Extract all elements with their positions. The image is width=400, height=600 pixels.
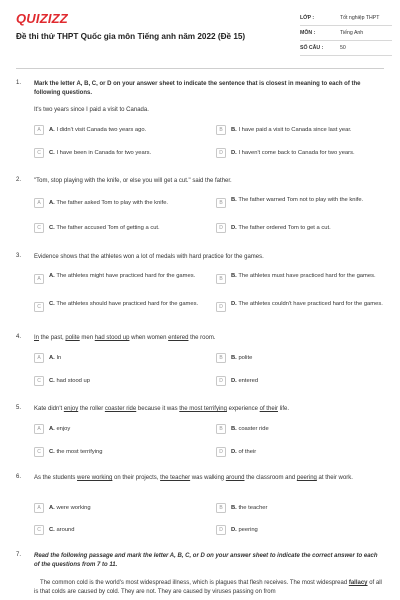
option-b[interactable]	[216, 353, 384, 365]
option-text: peering	[238, 526, 258, 533]
option-letter-box: A	[34, 198, 44, 208]
option-c[interactable]	[34, 299, 209, 317]
option-a[interactable]	[34, 125, 209, 137]
option-b[interactable]	[216, 271, 384, 289]
option-text: were working	[56, 504, 91, 511]
meta-key: MÔN :	[300, 30, 316, 36]
question-number: 1.	[16, 80, 22, 86]
option-label: B.	[231, 272, 237, 279]
question-number: 5.	[16, 405, 22, 411]
option-text: entered	[238, 377, 259, 384]
underlined-b: polite	[65, 335, 80, 341]
option-letter-box: D	[216, 376, 226, 386]
option-text: The athletes should have practiced hard for the games.	[56, 300, 199, 307]
option-label: D.	[231, 448, 237, 455]
option-label: C.	[49, 149, 55, 156]
option-label: C.	[49, 526, 55, 533]
option-label: D.	[231, 526, 237, 533]
option-label: D.	[231, 300, 237, 307]
underlined-d: of their	[259, 406, 278, 412]
header	[0, 0, 400, 66]
option-label: D.	[231, 377, 237, 384]
option-c[interactable]	[34, 148, 209, 160]
option-d[interactable]	[216, 447, 384, 459]
question-text: Mark the letter A, B, C, or D on your answer sheet to indicate the sentence that is closest in meaning to each of the following questions.	[34, 81, 361, 96]
option-label: B.	[231, 196, 237, 203]
option-text: around	[56, 526, 75, 533]
reading-passage: The common cold is the world's most widespread illness, which is plagues that flesh receives. The most widespread fallacy of all is that colds are caused by cold. They are not. They are caused by viruses passing on from	[34, 580, 382, 595]
option-text: I have been in Canada for two years.	[56, 149, 152, 156]
option-label: B.	[231, 354, 237, 361]
option-a[interactable]	[34, 271, 209, 289]
underlined-c: had stood up	[94, 335, 130, 341]
question-number: 6.	[16, 474, 22, 480]
option-label: A.	[49, 199, 55, 206]
underlined-c: the most terrifying	[179, 406, 227, 412]
option-letter-box: B	[216, 198, 226, 208]
question-number: 2.	[16, 177, 22, 183]
underlined-word: fallacy	[348, 580, 368, 586]
question-text: Evidence shows that the athletes won a lot of medals with hard practice for the games.	[34, 254, 264, 260]
option-text: enjoy	[56, 425, 71, 432]
option-label: A.	[49, 425, 55, 432]
underlined-d: peering	[296, 475, 317, 481]
option-label: C.	[49, 300, 55, 307]
meta-key: SỐ CÂU :	[300, 45, 324, 51]
option-b[interactable]	[216, 195, 384, 213]
meta-row-subject	[300, 27, 392, 41]
option-label: D.	[231, 224, 237, 231]
option-text: I haven't come back to Canada for two years.	[238, 149, 355, 156]
option-c[interactable]	[34, 447, 209, 459]
option-text: the teacher	[238, 504, 268, 511]
option-a[interactable]	[34, 424, 209, 436]
option-letter-box: A	[34, 424, 44, 434]
option-label: C.	[49, 224, 55, 231]
option-letter-box: B	[216, 503, 226, 513]
underlined-d: entered	[168, 335, 189, 341]
option-letter-box: B	[216, 424, 226, 434]
meta-row-count	[300, 42, 392, 56]
option-letter-box: A	[34, 353, 44, 363]
option-label: A.	[49, 272, 55, 279]
option-d[interactable]	[216, 299, 384, 317]
meta-value: Tiếng Anh	[340, 30, 364, 36]
option-text: I didn't visit Canada two years ago.	[56, 126, 147, 133]
meta-row-class	[300, 12, 392, 26]
underlined-a: were working	[77, 475, 113, 481]
meta-value: 50	[340, 45, 346, 51]
option-d[interactable]	[216, 525, 384, 537]
option-label: B.	[231, 126, 237, 133]
question-text: Read the following passage and mark the letter A, B, C, or D on your answer sheet to indicate the correct answer to each of the questions from 7 to 11.	[34, 553, 378, 568]
meta-key: LỚP :	[300, 15, 315, 21]
option-letter-box: D	[216, 302, 226, 312]
option-a[interactable]	[34, 503, 209, 515]
meta-value: Tốt nghiệp THPT	[340, 15, 380, 21]
option-d[interactable]	[216, 223, 384, 235]
question-number: 4.	[16, 334, 22, 340]
option-label: B.	[231, 425, 237, 432]
option-a[interactable]	[34, 353, 209, 365]
option-letter-box: B	[216, 274, 226, 284]
option-letter-box: D	[216, 447, 226, 457]
underlined-a: In	[34, 335, 40, 341]
option-label: C.	[49, 377, 55, 384]
option-label: A.	[49, 126, 55, 133]
header-divider	[16, 68, 384, 69]
option-letter-box: B	[216, 125, 226, 135]
option-letter-box: A	[34, 125, 44, 135]
option-text: had stood up	[56, 377, 90, 384]
underlined-c: around	[225, 475, 245, 481]
option-text: coaster ride	[238, 425, 269, 432]
option-letter-box: C	[34, 525, 44, 535]
underlined-b: the teacher	[160, 475, 191, 481]
option-letter-box: D	[216, 148, 226, 158]
option-letter-box: A	[34, 503, 44, 513]
option-text: the most terrifying	[56, 448, 103, 455]
option-text: The athletes couldn't have practiced hard for the games.	[238, 300, 383, 307]
option-text: The father asked Tom to play with the knife.	[56, 199, 169, 206]
question-sentence: It's two years since I paid a visit to Canada.	[34, 107, 149, 113]
page-title: Đề thi thử THPT Quốc gia môn Tiếng anh năm 2022 (Đề 15)	[16, 32, 246, 41]
option-c[interactable]	[34, 376, 209, 388]
option-c[interactable]	[34, 223, 209, 235]
option-text: The father ordered Tom to get a cut.	[238, 224, 331, 231]
option-label: C.	[49, 448, 55, 455]
underlined-a: enjoy	[63, 406, 79, 412]
question-number: 7.	[16, 552, 22, 558]
option-a[interactable]	[34, 198, 209, 210]
option-b[interactable]	[216, 424, 384, 436]
option-letter-box: C	[34, 447, 44, 457]
option-letter-box: C	[34, 302, 44, 312]
option-c[interactable]	[34, 525, 209, 537]
option-text: The athletes might have practiced hard for the games.	[56, 272, 196, 279]
question-text: Kate didn't enjoy the roller coaster ride because it was the most terrifying experience of their life.	[34, 406, 289, 412]
option-d[interactable]	[216, 376, 384, 388]
option-text: The father accused Tom of getting a cut.	[56, 224, 160, 231]
question-number: 3.	[16, 253, 22, 259]
option-letter-box: C	[34, 148, 44, 158]
option-letter-box: B	[216, 353, 226, 363]
option-label: A.	[49, 504, 55, 511]
option-text: polite	[238, 354, 253, 361]
option-text: The athletes must have practiced hard for the games.	[238, 272, 376, 279]
brand-logo: QUIZIZZ	[16, 11, 68, 26]
option-label: D.	[231, 149, 237, 156]
option-text: The father warned Tom not to play with the knife.	[238, 196, 364, 203]
option-label: B.	[231, 504, 237, 511]
option-text: I have paid a visit to Canada since last year.	[238, 126, 352, 133]
option-letter-box: A	[34, 274, 44, 284]
option-letter-box: C	[34, 223, 44, 233]
option-d[interactable]	[216, 148, 384, 160]
option-letter-box: C	[34, 376, 44, 386]
option-b[interactable]	[216, 503, 384, 515]
question-text: In the past, polite men had stood up when women entered the room.	[34, 335, 216, 341]
option-b[interactable]	[216, 125, 384, 137]
question-text: "Tom, stop playing with the knife, or else you will get a cut." said the father.	[34, 178, 232, 184]
option-letter-box: D	[216, 525, 226, 535]
option-letter-box: D	[216, 223, 226, 233]
option-label: A.	[49, 354, 55, 361]
question-text: As the students were working on their projects, the teacher was walking around the classroom and peering at their work.	[34, 475, 353, 481]
underlined-b: coaster ride	[104, 406, 137, 412]
option-text: In	[56, 354, 62, 361]
option-text: of their	[238, 448, 257, 455]
